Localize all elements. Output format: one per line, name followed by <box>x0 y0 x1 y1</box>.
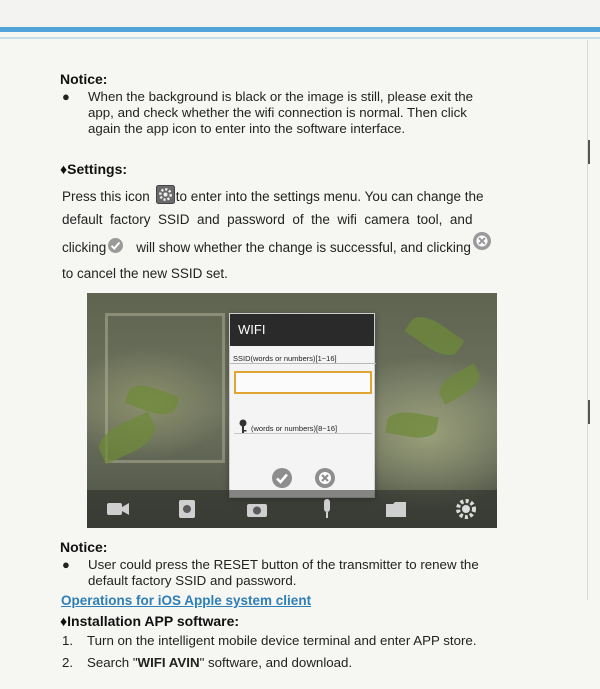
list-number: 2. <box>62 655 74 670</box>
installation-heading: ♦Installation APP software: <box>60 613 240 629</box>
ios-section-link[interactable]: Operations for iOS Apple system client <box>61 593 312 608</box>
wifi-dialog <box>229 313 375 498</box>
camera-icon[interactable] <box>244 498 270 520</box>
settings-text: Press this icon <box>62 188 150 204</box>
settings-line-3 <box>62 237 542 257</box>
password-row[interactable] <box>238 419 337 437</box>
notice-bullet <box>62 89 538 137</box>
settings-gear-icon[interactable] <box>453 498 479 520</box>
background-plant <box>435 363 485 405</box>
background-plant <box>405 310 465 363</box>
right-margin-rule <box>587 40 588 600</box>
notice-line: default factory SSID and password. <box>88 573 297 588</box>
ssid-label: SSID(words or numbers)[1~16] <box>230 354 376 364</box>
list-number: 1. <box>62 633 74 648</box>
app-name: WIFI AVIN <box>137 655 200 670</box>
settings-text: clicking <box>62 239 107 255</box>
settings-line-4: to cancel the new SSID set. <box>62 266 228 281</box>
password-underline <box>234 433 372 434</box>
bullet-dot-icon: ● <box>62 89 70 104</box>
app-screenshot <box>87 293 497 528</box>
bullet-dot-icon: ● <box>62 557 70 572</box>
camera-toolbar <box>87 490 497 528</box>
settings-text: will show whether the change is successful, and clicking <box>136 239 471 255</box>
folder-icon[interactable] <box>383 498 409 520</box>
settings-gear-icon <box>156 185 175 207</box>
right-margin-tick <box>588 400 590 424</box>
notice-line: app, and check whether the wifi connection is normal. Then click <box>88 105 467 120</box>
list-item <box>62 633 477 648</box>
settings-line-1 <box>62 185 542 207</box>
notice-line: User could press the RESET button of the transmitter to renew the <box>88 557 479 572</box>
key-icon <box>238 419 248 437</box>
list-text-post: " software, and download. <box>199 655 353 670</box>
dialog-title: WIFI <box>230 314 374 346</box>
right-margin-tick <box>588 140 590 164</box>
list-text <box>87 655 352 670</box>
video-icon[interactable] <box>105 498 131 520</box>
cancel-x-icon <box>472 231 492 254</box>
background-plant <box>385 409 438 441</box>
confirm-check-icon <box>107 237 124 257</box>
password-label: (words or numbers)[8~16] <box>251 423 338 433</box>
notice-heading: Notice: <box>60 539 108 555</box>
settings-heading: ♦Settings: <box>60 161 128 177</box>
settings-line-2: default factory SSID and password of the wifi camera tool, and <box>62 212 473 227</box>
ssid-input[interactable] <box>234 371 372 394</box>
list-text-pre: Search " <box>87 655 138 670</box>
notice-line: again the app icon to enter into the software interface. <box>88 121 406 136</box>
top-header-band <box>0 0 600 32</box>
notice-bullet <box>62 557 543 589</box>
notice-heading: Notice: <box>60 71 108 87</box>
record-icon[interactable] <box>175 498 201 520</box>
mic-icon[interactable] <box>314 498 340 520</box>
settings-text: to enter into the settings menu. You can change the <box>175 188 484 204</box>
list-item <box>62 655 352 670</box>
notice-line: When the background is black or the image is still, please exit the <box>88 89 474 104</box>
list-text: Turn on the intelligent mobile device terminal and enter APP store. <box>87 633 477 648</box>
